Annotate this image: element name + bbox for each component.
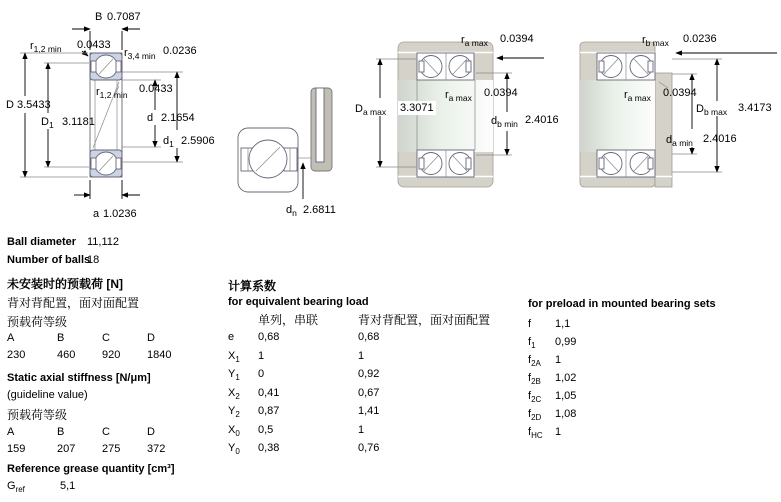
factor-label: $X_2$ <box>228 387 240 402</box>
dim-dn-value: 2.6811 <box>303 204 336 216</box>
dim-a-value: 1.0236 <box>103 208 137 220</box>
bearing-face-view-diagram <box>238 88 336 218</box>
dim-d1-label: $d_1$ <box>163 135 174 149</box>
dim-r12min-inner-value: 0.0433 <box>139 83 173 95</box>
dim-r34min-value: 0.0236 <box>163 45 197 57</box>
dim-D-label: D <box>6 99 14 111</box>
cell: 0,67 <box>358 387 380 399</box>
cell: 0 <box>258 368 265 380</box>
table-row <box>7 236 119 248</box>
ball-diameter-label: Ball diameter <box>7 236 77 248</box>
factor-label: f <box>528 318 532 330</box>
factor-label: $Y_1$ <box>228 368 240 383</box>
dim-D1-label: $D_1$ <box>41 116 54 130</box>
dim-Damax-value: 3.3071 <box>400 102 434 114</box>
dim-ramax-top-label: $r_{a max}$ <box>461 34 488 48</box>
cell: 230 <box>7 349 26 361</box>
cell: 0,76 <box>358 442 380 454</box>
table-row <box>528 408 576 422</box>
cell: 0,5 <box>258 424 274 436</box>
factor-label: e <box>228 331 235 343</box>
cell: 0,68 <box>258 331 280 343</box>
preload-values-row <box>7 349 171 361</box>
dim-ramax-mid-label: $r_{a max}$ <box>445 89 472 103</box>
dim-B-label: B <box>95 11 103 23</box>
factor-label: $f_{HC}$ <box>528 426 543 441</box>
dim-damin-label: $d_{a min}$ <box>666 134 693 148</box>
dim-ramax-label: $r_{a max}$ <box>624 89 651 103</box>
dim-dn-label: $d_n$ <box>286 204 297 218</box>
dim-Dbmax-label: $D_{b max}$ <box>696 103 728 117</box>
factor-label: $f_{2B}$ <box>528 372 541 387</box>
factor-label: $f_1$ <box>528 336 536 351</box>
stiffness-header-row <box>7 426 155 438</box>
cell: 1,02 <box>555 372 577 384</box>
calc-header-row <box>258 311 490 328</box>
dim-D-value: 3.5433 <box>17 99 51 111</box>
table-row <box>528 336 576 350</box>
cell: 1 <box>555 354 562 366</box>
cell: 0,87 <box>258 405 280 417</box>
col-header: D <box>147 426 155 438</box>
table-row <box>528 390 576 404</box>
preload-title: 未安装时的预载荷 [N] <box>7 277 123 291</box>
table-row <box>228 442 379 456</box>
cell: 372 <box>147 443 166 455</box>
stiffness-values-row <box>7 443 165 455</box>
col-header: C <box>102 332 110 344</box>
col-header: D <box>147 332 155 344</box>
stiffness-title: Static axial stiffness [N/μm] <box>7 372 151 384</box>
dim-ramax-mid-value: 0.0394 <box>484 87 518 99</box>
table-row <box>528 372 576 386</box>
stiffness-subtitle: (guideline value) <box>7 389 88 401</box>
cell: 0,38 <box>258 442 280 454</box>
cell: 1 <box>358 350 365 362</box>
grease-label: $G_{ref}$ <box>7 480 25 495</box>
grease-value: 5,1 <box>60 480 76 492</box>
cell: 0,68 <box>358 331 380 343</box>
dim-rbmax-value: 0.0236 <box>683 33 717 45</box>
factor-label: $f_{2C}$ <box>528 390 542 405</box>
factor-label: $X_0$ <box>228 424 240 439</box>
table-row <box>228 405 379 419</box>
dim-damin-value: 2.4016 <box>703 133 737 145</box>
calc-factors-title: 计算系数 <box>228 279 277 293</box>
table-row <box>528 354 561 368</box>
ball-diameter-value: 11,112 <box>87 236 120 248</box>
number-of-balls-label: Number of balls <box>7 254 91 266</box>
grease-row <box>7 480 75 494</box>
factor-label: $Y_2$ <box>228 405 240 420</box>
factor-label: $f_{2D}$ <box>528 408 542 423</box>
col-header: B <box>57 426 65 438</box>
bearing-cross-section-diagram <box>6 11 215 220</box>
mounted-pair-housing-diagram <box>355 33 559 187</box>
dim-r12min-label: $r_{1,2 min}$ <box>30 40 62 54</box>
dim-ramax-top-value: 0.0394 <box>500 33 534 45</box>
col1-header: 单列，串联 <box>258 313 319 327</box>
factor-label: $Y_0$ <box>228 442 240 457</box>
cell: 207 <box>57 443 76 455</box>
cell: 0,92 <box>358 368 380 380</box>
cell: 1 <box>555 426 562 438</box>
preload-subtitle: 背对背配置，面对面配置 <box>7 296 140 310</box>
dim-ramax-value: 0.0394 <box>663 87 697 99</box>
factor-label: $f_{2A}$ <box>528 354 541 369</box>
preload-sets-title: for preload in mounted bearing sets <box>528 298 716 310</box>
cell: 0,99 <box>555 336 577 348</box>
preload-class-label: 预载荷等级 <box>7 315 68 329</box>
factor-label: $X_1$ <box>228 350 240 365</box>
col-header: B <box>57 332 65 344</box>
col2-header: 背对背配置，面对面配置 <box>358 313 491 327</box>
table-row <box>228 424 364 438</box>
cell: 1 <box>358 424 365 436</box>
dim-r12min-value: 0.0433 <box>77 39 111 51</box>
dim-r12min-inner-label: $r_{1,2 min}$ <box>96 86 128 100</box>
equivalent-load-subtitle: for equivalent bearing load <box>228 296 369 308</box>
cell: 1,08 <box>555 408 577 420</box>
stiffness-class-label: 预载荷等级 <box>7 408 68 422</box>
cell: 275 <box>102 443 121 455</box>
dim-d-label: d <box>147 112 154 124</box>
number-of-balls-value: 18 <box>87 254 100 266</box>
dim-dbmin-value: 2.4016 <box>525 114 559 126</box>
cell: 1,1 <box>555 318 571 330</box>
cell: 1 <box>258 350 265 362</box>
dim-rbmax-label: $r_{b max}$ <box>642 34 669 48</box>
col-header: A <box>7 426 15 438</box>
table-row <box>7 254 99 266</box>
dim-d-value: 2.1654 <box>161 112 195 124</box>
dim-dbmin-label: $d_{b min}$ <box>491 115 518 129</box>
cell: 460 <box>57 349 76 361</box>
cell: 1,41 <box>358 405 380 417</box>
dim-d1-value: 2.5906 <box>181 135 215 147</box>
dim-B-value: 0.7087 <box>107 11 141 23</box>
table-row <box>228 368 379 382</box>
table-row <box>228 331 379 345</box>
table-row <box>528 426 561 440</box>
cell: 920 <box>102 349 121 361</box>
dim-D1-value: 3.1181 <box>62 116 95 128</box>
table-row <box>528 318 570 332</box>
table-row <box>228 350 364 364</box>
col-header: C <box>102 426 110 438</box>
cell: 1840 <box>147 349 172 361</box>
dimension-diagrams <box>0 0 781 228</box>
col-header: A <box>7 332 15 344</box>
dim-r34min-label: $r_{3,4 min}$ <box>124 47 156 61</box>
grease-title: Reference grease quantity [cm³] <box>7 463 175 475</box>
cell: 159 <box>7 443 26 455</box>
preload-header-row <box>7 332 155 344</box>
mounted-pair-shaft-diagram <box>580 33 777 187</box>
dim-Dbmax-value: 3.4173 <box>738 102 772 114</box>
dim-a-label: a <box>93 208 100 220</box>
dim-Damax-label: $D_{a max}$ <box>355 103 387 117</box>
cell: 1,05 <box>555 390 577 402</box>
table-row <box>228 387 379 401</box>
cell: 0,41 <box>258 387 280 399</box>
